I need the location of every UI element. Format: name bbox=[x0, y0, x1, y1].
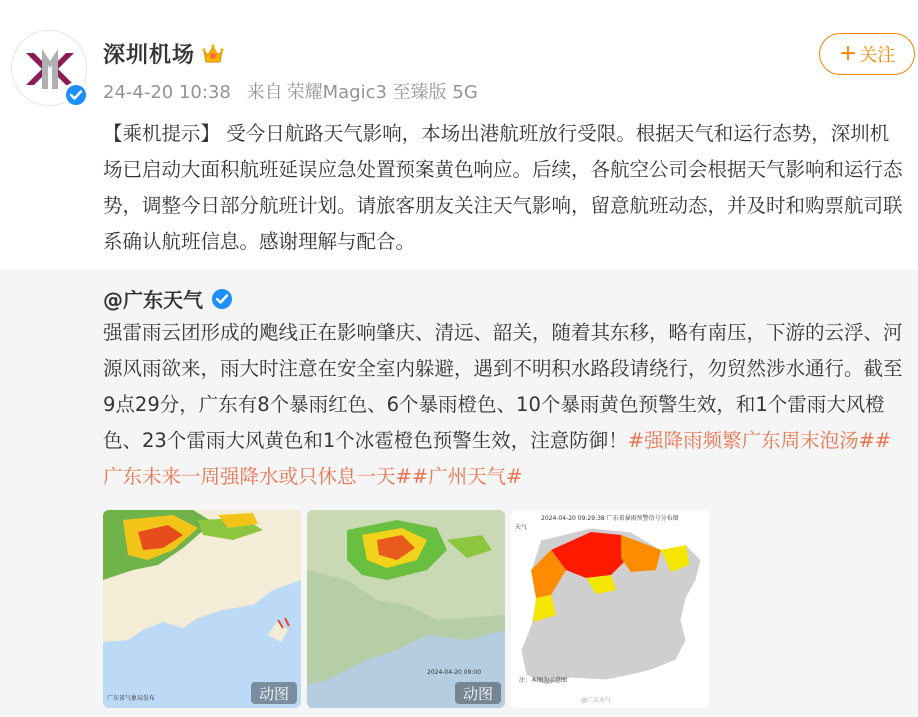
radar-image-1[interactable] bbox=[103, 510, 301, 708]
retweet-text bbox=[103, 315, 903, 495]
topic-links[interactable]: #强降雨频繁广东周末泡汤##广东未来一周强降水或只休息一天##广州天气# bbox=[103, 429, 892, 488]
source-prefix: 来自 bbox=[246, 82, 283, 103]
post-text: 【乘机提示】 受今日航路天气影响，本场出港航班放行受限。根据天气和运行态势，深圳机场已启动大面积航班延误应急处置预案黄色响应。后续，各航空公司会根据天气影响和运行态势，调整今日部分航班计划。请旅客朋友关注天气影响，留意航班动态，并及时和购票航司联系确认航班信息。感谢理解与配合。 bbox=[103, 122, 903, 253]
image-watermark: @广东天气 bbox=[581, 697, 612, 704]
follow-button[interactable] bbox=[819, 33, 915, 75]
verified-badge-icon bbox=[63, 82, 89, 108]
image-grid bbox=[103, 510, 715, 708]
retweet-author-row bbox=[103, 284, 233, 313]
author-name[interactable]: 深圳机场 bbox=[103, 43, 196, 68]
post-date[interactable]: 24-4-20 10:38 bbox=[103, 82, 231, 103]
author-row bbox=[103, 38, 225, 69]
retweet-author[interactable]: @广东天气 bbox=[103, 288, 203, 312]
follow-label: 关注 bbox=[859, 45, 896, 66]
crown-icon bbox=[201, 43, 225, 65]
avatar[interactable] bbox=[11, 30, 87, 106]
radar-image-2[interactable] bbox=[307, 510, 505, 708]
gif-badge: 动图 bbox=[455, 682, 501, 704]
gif-badge: 动图 bbox=[251, 682, 297, 704]
post-source: 荣耀Magic3 至臻版 5G bbox=[286, 82, 478, 103]
retweet-body: 强雷雨云团形成的飑线正在影响肇庆、清远、韶关，随着其东移，略有南压，下游的云浮、河源风雨欲来，雨大时注意在安全室内躲避，遇到不明积水路段请绕行，勿贸然涉水通行。截至9点29分，广东有8个暴雨红色、6个暴雨橙色、10个暴雨黄色预警生效，和1个雷雨大风橙色、23个雷雨大风黄色和1个冰雹橙色预警生效，注意防御！ bbox=[103, 321, 903, 452]
image-caption: 广东省气象局发布 bbox=[107, 695, 156, 702]
image-title: 2024-04-20 09:29:38 广东省暴雨预警信号分布图 bbox=[541, 515, 679, 522]
image-footnote: 注：本图为示意图 bbox=[519, 677, 568, 684]
plus-icon: + bbox=[838, 41, 858, 66]
post-meta bbox=[103, 78, 478, 104]
verified-badge-icon bbox=[211, 288, 233, 310]
image-caption: 2024-04-20 09:00 bbox=[427, 669, 482, 676]
retweet-card[interactable] bbox=[0, 270, 918, 717]
warning-map-image[interactable] bbox=[511, 510, 709, 708]
image-caption: 天气 bbox=[515, 524, 528, 531]
post-header bbox=[0, 0, 918, 120]
